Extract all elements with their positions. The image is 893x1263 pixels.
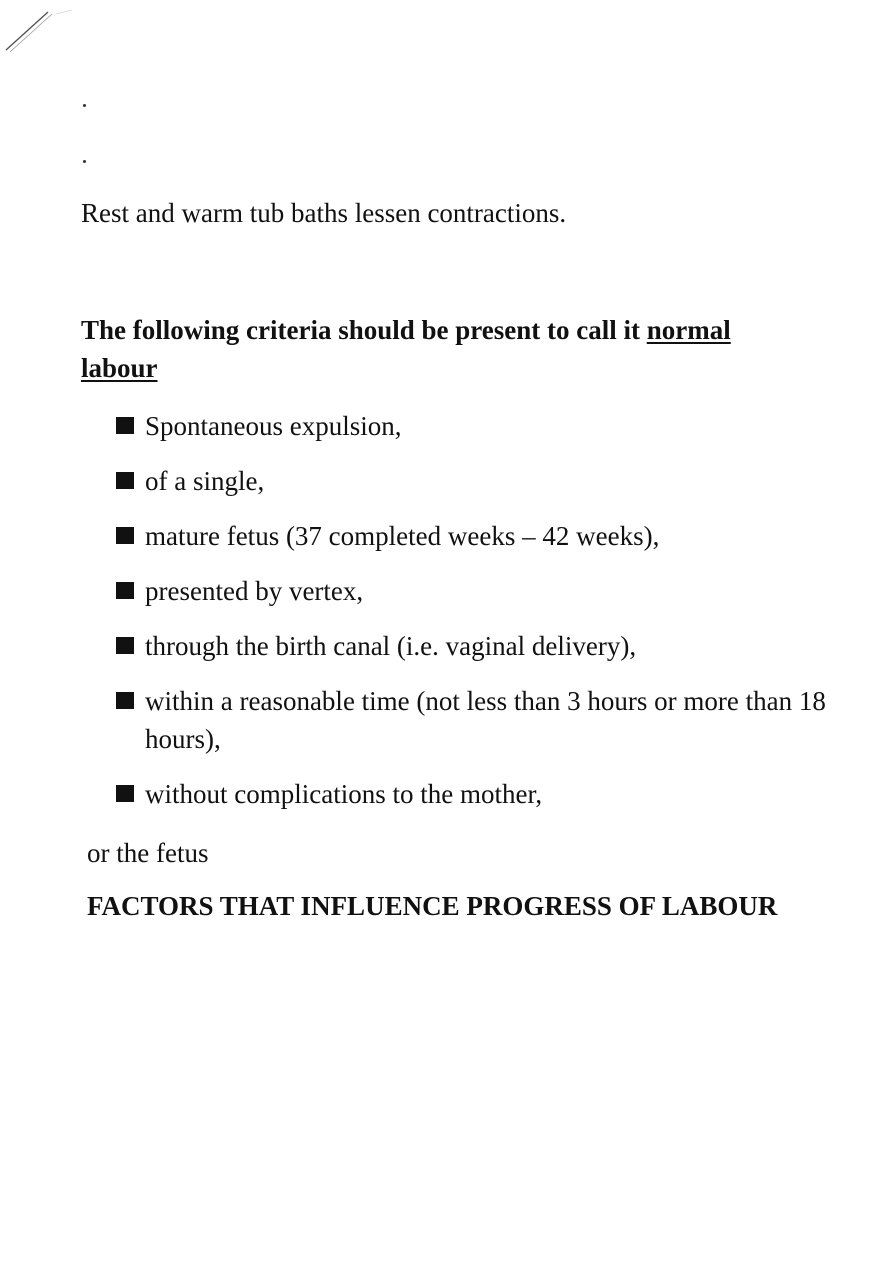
tail-text: or the fetus	[87, 838, 209, 868]
intro-paragraph: Rest and warm tub baths lessen contractions.	[81, 198, 567, 228]
criteria-heading	[81, 311, 811, 387]
square-bullet-icon	[116, 527, 134, 544]
list-item-text: through the birth canal (i.e. vaginal delivery),	[145, 631, 637, 661]
stray-dot	[83, 160, 86, 163]
stray-dot	[83, 104, 86, 107]
list-item	[116, 775, 856, 813]
list-item-text: mature fetus (37 completed weeks – 42 weeks),	[145, 521, 660, 551]
list-item-text: without complications to the mother,	[145, 779, 543, 809]
list-item	[116, 462, 856, 500]
list-item	[116, 682, 856, 758]
list-item-text: presented by vertex,	[145, 576, 364, 606]
list-item-text: of a single,	[145, 466, 265, 496]
list-item	[116, 407, 856, 445]
list-item	[116, 572, 856, 610]
section-title: FACTORS THAT INFLUENCE PROGRESS OF LABOUR	[87, 891, 778, 921]
square-bullet-icon	[116, 582, 134, 599]
criteria-heading-text: The following criteria should be present to call it	[81, 315, 647, 345]
pen-stroke-mark	[2, 4, 82, 64]
square-bullet-icon	[116, 692, 134, 709]
list-item	[116, 627, 856, 665]
square-bullet-icon	[116, 785, 134, 802]
square-bullet-icon	[116, 417, 134, 434]
criteria-heading-underlined: normal labour	[81, 315, 731, 383]
square-bullet-icon	[116, 637, 134, 654]
list-item-text: within a reasonable time (not less than 3 hours or more than 18 hours),	[145, 686, 826, 754]
list-item-text: Spontaneous expulsion,	[145, 411, 402, 441]
list-item	[116, 517, 856, 555]
square-bullet-icon	[116, 472, 134, 489]
criteria-list	[116, 407, 856, 830]
